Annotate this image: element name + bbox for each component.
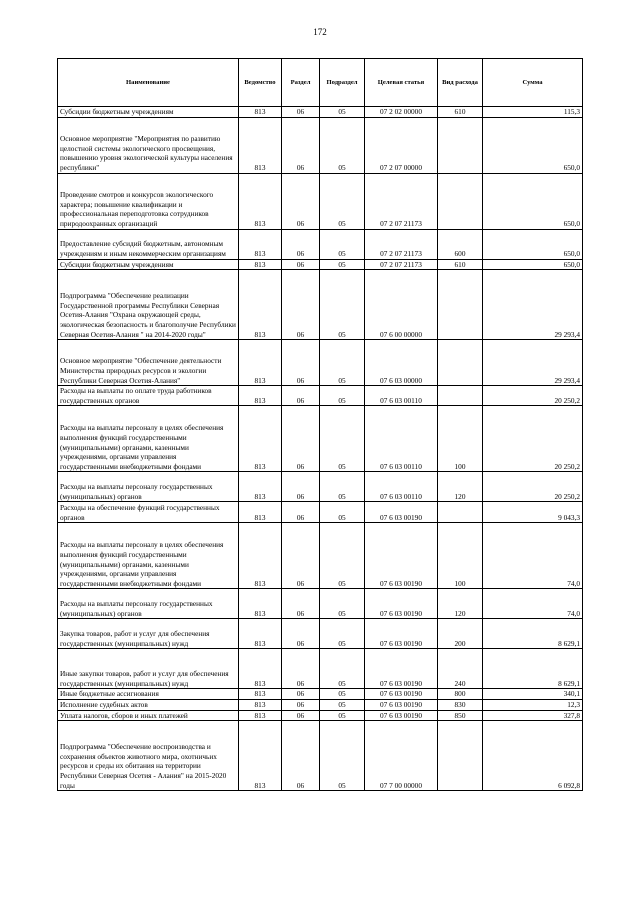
cell-amount: 650,0 xyxy=(483,173,583,229)
cell-amount: 327,8 xyxy=(483,710,583,721)
cell-section: 06 xyxy=(282,502,320,523)
cell-target: 07 6 03 00190 xyxy=(365,589,438,619)
table-row xyxy=(58,107,583,118)
cell-dept: 813 xyxy=(239,472,282,502)
table-row xyxy=(58,386,583,406)
cell-target: 07 6 03 00190 xyxy=(365,649,438,689)
cell-subsection: 05 xyxy=(320,107,365,118)
table-row xyxy=(58,259,583,270)
cell-target: 07 2 02 00000 xyxy=(365,107,438,118)
cell-section: 06 xyxy=(282,523,320,589)
cell-amount: 9 043,3 xyxy=(483,502,583,523)
cell-dept: 813 xyxy=(239,386,282,406)
cell-target: 07 6 03 00190 xyxy=(365,502,438,523)
cell-exp-type xyxy=(438,502,483,523)
table-row xyxy=(58,270,583,340)
header-exp-type: Вид расхода xyxy=(438,59,483,107)
cell-amount: 20 250,2 xyxy=(483,472,583,502)
cell-dept: 813 xyxy=(239,710,282,721)
cell-subsection: 05 xyxy=(320,523,365,589)
table-row xyxy=(58,721,583,791)
cell-section: 06 xyxy=(282,689,320,700)
cell-dept: 813 xyxy=(239,619,282,649)
table-row xyxy=(58,117,583,173)
cell-dept: 813 xyxy=(239,649,282,689)
cell-subsection: 05 xyxy=(320,386,365,406)
cell-subsection: 05 xyxy=(320,619,365,649)
cell-target: 07 6 03 00190 xyxy=(365,523,438,589)
cell-subsection: 05 xyxy=(320,689,365,700)
cell-target: 07 2 07 21173 xyxy=(365,229,438,259)
cell-dept: 813 xyxy=(239,502,282,523)
cell-amount: 8 629,1 xyxy=(483,619,583,649)
cell-name: Подпрограмма "Обеспечение реализации Государственной программы Республики Северная Осетия-Алания "Охрана окружающей среды, экологическая безопасность и благополучие Республики Северная Осетия-Алания " на 2014-2020 годы" xyxy=(58,270,239,340)
cell-subsection: 05 xyxy=(320,699,365,710)
cell-section: 06 xyxy=(282,472,320,502)
cell-dept: 813 xyxy=(239,699,282,710)
cell-exp-type xyxy=(438,173,483,229)
cell-exp-type: 610 xyxy=(438,259,483,270)
cell-target: 07 6 03 00190 xyxy=(365,619,438,649)
cell-subsection: 05 xyxy=(320,502,365,523)
cell-section: 06 xyxy=(282,406,320,472)
cell-exp-type: 830 xyxy=(438,699,483,710)
cell-exp-type xyxy=(438,270,483,340)
cell-section: 06 xyxy=(282,229,320,259)
cell-exp-type: 120 xyxy=(438,472,483,502)
header-target: Целевая статья xyxy=(365,59,438,107)
cell-name: Расходы на выплаты персоналу в целях обеспечения выполнения функций государственными (муниципальными) органами, казенными учреждениями, органами управления государственными внебюджетными фондами xyxy=(58,523,239,589)
cell-name: Уплата налогов, сборов и иных платежей xyxy=(58,710,239,721)
cell-target: 07 6 03 00110 xyxy=(365,406,438,472)
cell-amount: 12,3 xyxy=(483,699,583,710)
cell-name: Расходы на выплаты персоналу в целях обеспечения выполнения функций государственными (муниципальными) органами, казенными учреждениями, органами управления государственными внебюджетными фондами xyxy=(58,406,239,472)
cell-dept: 813 xyxy=(239,523,282,589)
table-row xyxy=(58,649,583,689)
cell-section: 06 xyxy=(282,107,320,118)
header-amount: Сумма xyxy=(483,59,583,107)
cell-dept: 813 xyxy=(239,229,282,259)
cell-dept: 813 xyxy=(239,689,282,700)
table-row xyxy=(58,406,583,472)
cell-subsection: 05 xyxy=(320,259,365,270)
cell-exp-type: 800 xyxy=(438,689,483,700)
cell-target: 07 6 03 00110 xyxy=(365,472,438,502)
cell-exp-type: 600 xyxy=(438,229,483,259)
cell-exp-type: 610 xyxy=(438,107,483,118)
cell-amount: 20 250,2 xyxy=(483,406,583,472)
cell-dept: 813 xyxy=(239,721,282,791)
cell-exp-type xyxy=(438,117,483,173)
cell-subsection: 05 xyxy=(320,340,365,386)
cell-exp-type xyxy=(438,721,483,791)
cell-target: 07 7 00 00000 xyxy=(365,721,438,791)
cell-amount: 8 629,1 xyxy=(483,649,583,689)
cell-name: Расходы на выплаты персоналу государственных (муниципальных) органов xyxy=(58,589,239,619)
cell-section: 06 xyxy=(282,699,320,710)
cell-section: 06 xyxy=(282,259,320,270)
table-row xyxy=(58,229,583,259)
cell-dept: 813 xyxy=(239,173,282,229)
cell-name: Подпрограмма "Обеспечение воспроизводства и сохранения объектов животного мира, охотничьих ресурсов и среды их обитания на территории Республики Северная Осетия - Алания" на 2015-2020 годы xyxy=(58,721,239,791)
cell-target: 07 6 03 00000 xyxy=(365,340,438,386)
cell-dept: 813 xyxy=(239,340,282,386)
cell-amount: 650,0 xyxy=(483,117,583,173)
cell-dept: 813 xyxy=(239,107,282,118)
header-name: Наименование xyxy=(58,59,239,107)
cell-amount: 74,0 xyxy=(483,589,583,619)
cell-subsection: 05 xyxy=(320,229,365,259)
table-row xyxy=(58,340,583,386)
cell-section: 06 xyxy=(282,340,320,386)
page-number: 172 xyxy=(313,27,327,37)
table-header-row xyxy=(58,59,583,107)
cell-exp-type: 120 xyxy=(438,589,483,619)
cell-name: Расходы на выплаты персоналу государственных (муниципальных) органов xyxy=(58,472,239,502)
cell-section: 06 xyxy=(282,710,320,721)
table-row xyxy=(58,699,583,710)
cell-name: Проведение смотров и конкурсов экологического характера; повышение квалификации и профессиональная переподготовка сотрудников природоохранных организаций xyxy=(58,173,239,229)
cell-subsection: 05 xyxy=(320,117,365,173)
cell-target: 07 6 03 00190 xyxy=(365,699,438,710)
cell-amount: 20 250,2 xyxy=(483,386,583,406)
cell-amount: 74,0 xyxy=(483,523,583,589)
cell-amount: 650,0 xyxy=(483,259,583,270)
cell-target: 07 2 07 00000 xyxy=(365,117,438,173)
cell-name: Иные бюджетные ассигнования xyxy=(58,689,239,700)
cell-amount: 29 293,4 xyxy=(483,340,583,386)
cell-dept: 813 xyxy=(239,270,282,340)
cell-section: 06 xyxy=(282,270,320,340)
cell-name: Основное мероприятие "Обеспечение деятельности Министерства природных ресурсов и экологии Республики Северная Осетия-Алания" xyxy=(58,340,239,386)
table-row xyxy=(58,502,583,523)
header-section: Раздел xyxy=(282,59,320,107)
cell-name: Субсидии бюджетным учреждениям xyxy=(58,259,239,270)
cell-section: 06 xyxy=(282,619,320,649)
cell-subsection: 05 xyxy=(320,270,365,340)
table-row xyxy=(58,472,583,502)
cell-section: 06 xyxy=(282,649,320,689)
cell-exp-type: 100 xyxy=(438,523,483,589)
cell-exp-type xyxy=(438,386,483,406)
cell-subsection: 05 xyxy=(320,649,365,689)
cell-amount: 115,3 xyxy=(483,107,583,118)
cell-target: 07 2 07 21173 xyxy=(365,259,438,270)
cell-name: Предоставление субсидий бюджетным, автономным учреждениям и иным некоммерческим организациям xyxy=(58,229,239,259)
cell-target: 07 6 03 00190 xyxy=(365,710,438,721)
cell-subsection: 05 xyxy=(320,710,365,721)
table-row xyxy=(58,710,583,721)
cell-exp-type: 100 xyxy=(438,406,483,472)
table-row xyxy=(58,173,583,229)
cell-subsection: 05 xyxy=(320,173,365,229)
cell-target: 07 2 07 21173 xyxy=(365,173,438,229)
cell-name: Расходы на обеспечение функций государственных органов xyxy=(58,502,239,523)
header-subsection: Подраздел xyxy=(320,59,365,107)
cell-dept: 813 xyxy=(239,259,282,270)
cell-exp-type xyxy=(438,340,483,386)
cell-exp-type: 850 xyxy=(438,710,483,721)
cell-amount: 650,0 xyxy=(483,229,583,259)
cell-name: Субсидии бюджетным учреждениям xyxy=(58,107,239,118)
cell-subsection: 05 xyxy=(320,721,365,791)
cell-dept: 813 xyxy=(239,406,282,472)
table-row xyxy=(58,589,583,619)
cell-exp-type: 200 xyxy=(438,619,483,649)
cell-dept: 813 xyxy=(239,117,282,173)
cell-target: 07 6 00 00000 xyxy=(365,270,438,340)
cell-section: 06 xyxy=(282,589,320,619)
cell-amount: 29 293,4 xyxy=(483,270,583,340)
cell-section: 06 xyxy=(282,721,320,791)
cell-name: Основное мероприятие "Мероприятия по развитию целостной системы экологического просвещения, повышению уровня экологической культуры населения республики" xyxy=(58,117,239,173)
cell-name: Закупка товаров, работ и услуг для обеспечения государственных (муниципальных) нужд xyxy=(58,619,239,649)
table-body xyxy=(58,107,583,791)
cell-subsection: 05 xyxy=(320,472,365,502)
budget-table xyxy=(57,58,583,791)
cell-section: 06 xyxy=(282,386,320,406)
cell-name: Иные закупки товаров, работ и услуг для обеспечения государственных (муниципальных) нужд xyxy=(58,649,239,689)
cell-amount: 6 092,8 xyxy=(483,721,583,791)
header-dept: Ведомство xyxy=(239,59,282,107)
cell-name: Расходы на выплаты по оплате труда работников государственных органов xyxy=(58,386,239,406)
cell-name: Исполнение судебных актов xyxy=(58,699,239,710)
table-row xyxy=(58,619,583,649)
cell-exp-type: 240 xyxy=(438,649,483,689)
cell-subsection: 05 xyxy=(320,406,365,472)
cell-target: 07 6 03 00110 xyxy=(365,386,438,406)
cell-amount: 340,1 xyxy=(483,689,583,700)
table-row xyxy=(58,689,583,700)
cell-target: 07 6 03 00190 xyxy=(365,689,438,700)
cell-section: 06 xyxy=(282,117,320,173)
cell-dept: 813 xyxy=(239,589,282,619)
cell-section: 06 xyxy=(282,173,320,229)
cell-subsection: 05 xyxy=(320,589,365,619)
table-row xyxy=(58,523,583,589)
